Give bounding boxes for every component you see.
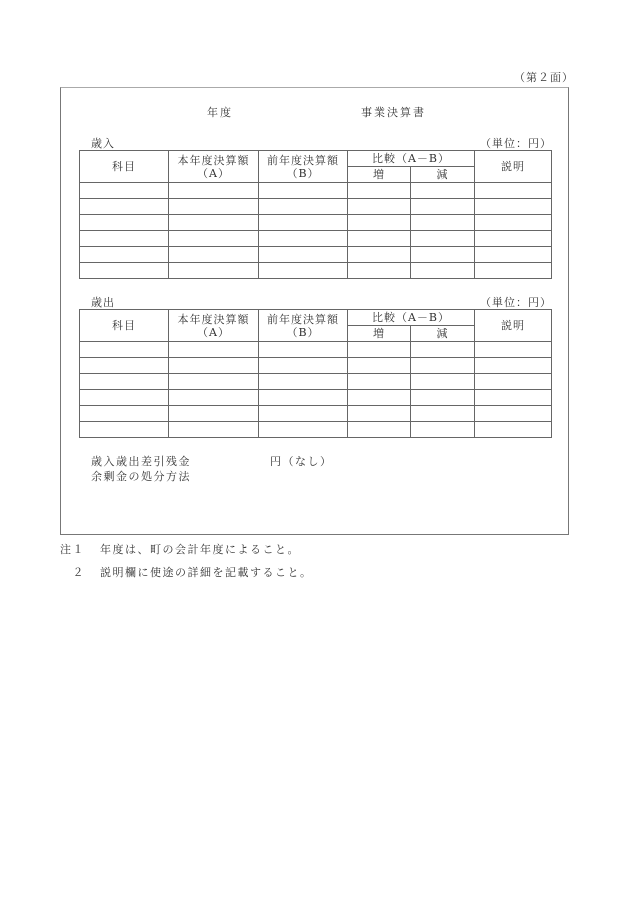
cell-decrease[interactable]	[411, 358, 475, 374]
cell-previous-year[interactable]	[259, 342, 348, 358]
surplus-disposal-label: 余剰金の処分方法	[91, 470, 191, 483]
cell-current-year[interactable]	[169, 358, 259, 374]
col-header-previous-year-label: 前年度決算額	[267, 153, 339, 167]
table-row	[80, 263, 552, 279]
cell-subject[interactable]	[80, 406, 169, 422]
expenditure-section-label: 歳出	[91, 296, 115, 309]
col-header-decrease: 減	[411, 167, 475, 183]
cell-previous-year[interactable]	[259, 231, 348, 247]
cell-subject[interactable]	[80, 215, 169, 231]
cell-current-year[interactable]	[169, 263, 259, 279]
col-header-previous-year	[259, 310, 348, 342]
cell-increase[interactable]	[348, 199, 411, 215]
cell-increase[interactable]	[348, 247, 411, 263]
cell-previous-year[interactable]	[259, 406, 348, 422]
table-row	[80, 358, 552, 374]
cell-increase[interactable]	[348, 390, 411, 406]
col-header-previous-year-sub: （B）	[286, 325, 320, 339]
col-header-previous-year	[259, 151, 348, 183]
cell-decrease[interactable]	[411, 263, 475, 279]
cell-previous-year[interactable]	[259, 263, 348, 279]
cell-previous-year[interactable]	[259, 422, 348, 438]
cell-decrease[interactable]	[411, 199, 475, 215]
cell-subject[interactable]	[80, 374, 169, 390]
cell-previous-year[interactable]	[259, 358, 348, 374]
cell-previous-year[interactable]	[259, 199, 348, 215]
cell-increase[interactable]	[348, 263, 411, 279]
cell-subject[interactable]	[80, 231, 169, 247]
cell-previous-year[interactable]	[259, 374, 348, 390]
cell-explanation[interactable]	[475, 390, 552, 406]
col-header-increase: 増	[348, 167, 411, 183]
col-header-current-year	[169, 151, 259, 183]
cell-explanation[interactable]	[475, 247, 552, 263]
table-row	[80, 231, 552, 247]
cell-increase[interactable]	[348, 183, 411, 199]
col-header-current-year	[169, 310, 259, 342]
cell-current-year[interactable]	[169, 215, 259, 231]
col-header-current-year-label: 本年度決算額	[177, 153, 250, 167]
cell-subject[interactable]	[80, 422, 169, 438]
cell-previous-year[interactable]	[259, 390, 348, 406]
cell-current-year[interactable]	[169, 183, 259, 199]
note-2-number: ２	[60, 566, 85, 579]
table-row	[80, 215, 552, 231]
cell-decrease[interactable]	[411, 247, 475, 263]
cell-subject[interactable]	[80, 247, 169, 263]
cell-decrease[interactable]	[411, 183, 475, 199]
cell-increase[interactable]	[348, 422, 411, 438]
table-row	[80, 422, 552, 438]
cell-decrease[interactable]	[411, 390, 475, 406]
note-1	[60, 541, 300, 557]
revenue-section-label: 歳入	[91, 137, 115, 150]
col-header-explanation: 説明	[475, 310, 552, 342]
cell-subject[interactable]	[80, 358, 169, 374]
cell-subject[interactable]	[80, 183, 169, 199]
cell-current-year[interactable]	[169, 247, 259, 263]
cell-explanation[interactable]	[475, 422, 552, 438]
cell-current-year[interactable]	[169, 374, 259, 390]
cell-previous-year[interactable]	[259, 215, 348, 231]
cell-decrease[interactable]	[411, 422, 475, 438]
cell-explanation[interactable]	[475, 342, 552, 358]
col-header-decrease: 減	[411, 326, 475, 342]
cell-subject[interactable]	[80, 199, 169, 215]
balance-label: 歳入歳出差引残金	[91, 455, 191, 468]
col-header-current-year-sub: （A）	[197, 166, 230, 180]
cell-decrease[interactable]	[411, 215, 475, 231]
col-header-previous-year-sub: （B）	[286, 166, 320, 180]
col-header-comparison: 比較（A－B）	[348, 151, 475, 167]
col-header-increase: 増	[348, 326, 411, 342]
col-header-previous-year-label: 前年度決算額	[267, 312, 339, 326]
document-title: 事業決算書	[361, 106, 426, 119]
col-header-current-year-sub: （A）	[197, 325, 230, 339]
cell-explanation[interactable]	[475, 263, 552, 279]
cell-increase[interactable]	[348, 374, 411, 390]
col-header-comparison: 比較（A－B）	[348, 310, 475, 326]
table-row	[80, 406, 552, 422]
col-header-explanation: 説明	[475, 151, 552, 183]
note-2	[60, 564, 313, 580]
expenditure-table	[79, 309, 552, 438]
revenue-unit-label: （単位：円）	[480, 137, 552, 150]
col-header-subject: 科目	[80, 310, 169, 342]
table-row	[80, 183, 552, 199]
table-row	[80, 199, 552, 215]
cell-increase[interactable]	[348, 406, 411, 422]
cell-current-year[interactable]	[169, 406, 259, 422]
balance-value: 円（なし）	[270, 455, 333, 468]
cell-explanation[interactable]	[475, 199, 552, 215]
cell-explanation[interactable]	[475, 374, 552, 390]
expenditure-unit-label: （単位：円）	[480, 296, 552, 309]
cell-explanation[interactable]	[475, 358, 552, 374]
cell-subject[interactable]	[80, 342, 169, 358]
cell-previous-year[interactable]	[259, 247, 348, 263]
note-1-text: 年度は、町の会計年度によること。	[100, 543, 300, 556]
cell-current-year[interactable]	[169, 342, 259, 358]
cell-decrease[interactable]	[411, 406, 475, 422]
col-header-subject: 科目	[80, 151, 169, 183]
cell-previous-year[interactable]	[259, 183, 348, 199]
table-row	[80, 247, 552, 263]
table-row	[80, 342, 552, 358]
cell-explanation[interactable]	[475, 406, 552, 422]
cell-explanation[interactable]	[475, 183, 552, 199]
table-row	[80, 374, 552, 390]
cell-decrease[interactable]	[411, 374, 475, 390]
cell-current-year[interactable]	[169, 199, 259, 215]
col-header-current-year-label: 本年度決算額	[177, 312, 250, 326]
cell-current-year[interactable]	[169, 231, 259, 247]
cell-current-year[interactable]	[169, 390, 259, 406]
revenue-table	[79, 150, 552, 279]
cell-current-year[interactable]	[169, 422, 259, 438]
cell-decrease[interactable]	[411, 342, 475, 358]
cell-subject[interactable]	[80, 390, 169, 406]
note-2-text: 説明欄に使途の詳細を記載すること。	[100, 566, 313, 579]
page-number: （第２面）	[514, 71, 574, 84]
cell-increase[interactable]	[348, 358, 411, 374]
note-1-number: 注１	[60, 543, 85, 556]
cell-explanation[interactable]	[475, 215, 552, 231]
fiscal-year-label: 年度	[207, 106, 233, 119]
cell-explanation[interactable]	[475, 231, 552, 247]
cell-increase[interactable]	[348, 342, 411, 358]
cell-increase[interactable]	[348, 215, 411, 231]
cell-increase[interactable]	[348, 231, 411, 247]
cell-subject[interactable]	[80, 263, 169, 279]
cell-decrease[interactable]	[411, 231, 475, 247]
table-row	[80, 390, 552, 406]
